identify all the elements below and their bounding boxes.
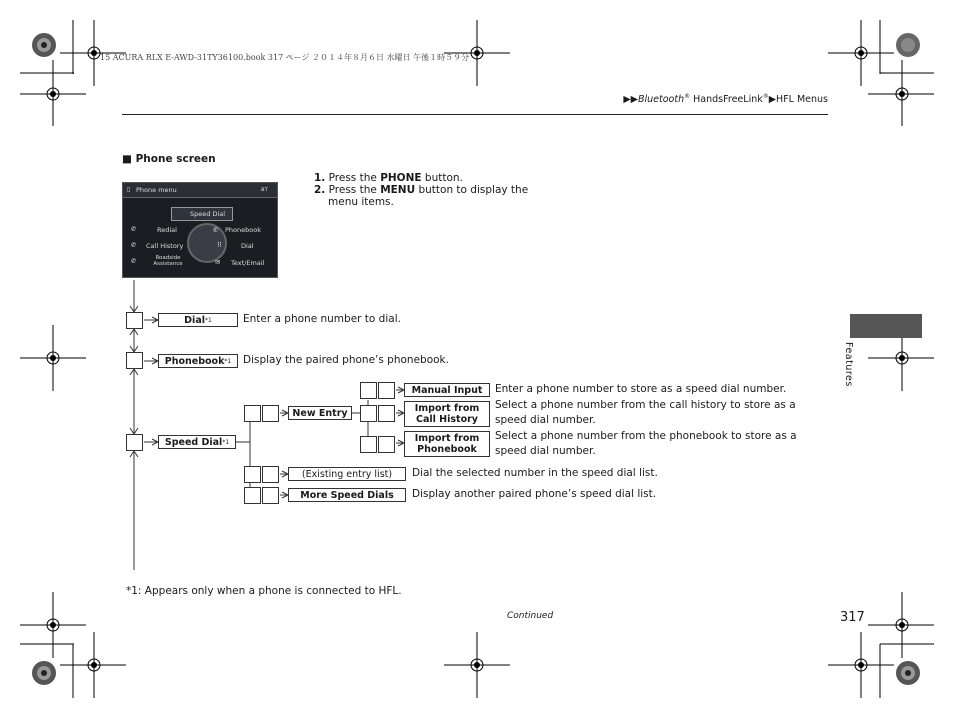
phone-button-icon	[360, 405, 377, 422]
screen-dial: Dial	[241, 242, 254, 250]
interface-dial-icon	[262, 466, 279, 483]
keypad-icon: ⠿	[217, 241, 222, 249]
continued-label: Continued	[507, 611, 554, 621]
screen-text-email: Text/Email	[231, 259, 265, 267]
breadcrumb-reg-2: ®	[762, 93, 769, 100]
breadcrumb-handsfreelink[interactable]: HandsFreeLink	[690, 94, 763, 106]
menu-phonebook: Phonebook *1	[158, 354, 238, 368]
menu-new-entry: New Entry	[288, 406, 352, 420]
phone-icon: ▯	[127, 186, 131, 193]
interface-dial-icon	[378, 382, 395, 399]
square-bullet-icon: ■	[122, 153, 136, 165]
phone-button-icon	[126, 434, 143, 451]
phone-button-icon	[126, 312, 143, 329]
screen-title: Phone menu	[136, 186, 177, 194]
breadcrumb-hfl-menus[interactable]: HFL Menus	[776, 94, 828, 106]
chapter-tab[interactable]	[850, 314, 922, 338]
section-title: ■ Phone screen	[122, 153, 216, 165]
menu-import-phonebook: Import from Phonebook	[404, 431, 490, 457]
menu-import-call-history: Import from Call History	[404, 401, 490, 427]
roadside-icon: ✆	[131, 257, 137, 265]
phone-button-icon	[244, 466, 261, 483]
desc-manual-input: Enter a phone number to store as a speed dial number.	[495, 383, 787, 395]
footnote: *1: Appears only when a phone is connected to HFL.	[126, 585, 402, 597]
page-number: 317	[840, 610, 865, 625]
menu-manual-input: Manual Input	[404, 383, 490, 397]
breadcrumb-reg: ®	[684, 93, 691, 100]
phone-button-icon	[244, 487, 261, 504]
screen-redial: Redial	[157, 226, 177, 234]
screen-call-history: Call History	[146, 242, 184, 250]
breadcrumb-bluetooth[interactable]: Bluetooth	[638, 94, 685, 106]
bluetooth-status-icon: ʙᴛ	[261, 186, 268, 193]
menu-dial: Dial *1	[158, 313, 238, 327]
screen-phonebook: Phonebook	[225, 226, 261, 234]
interface-dial-icon	[262, 487, 279, 504]
step-2: 2. Press the MENU button to display the	[314, 184, 529, 196]
desc-existing-entry-list: Dial the selected number in the speed dial list.	[412, 467, 658, 479]
desc-import-call-history: Select a phone number from the call history to store as a speed dial number.	[495, 399, 796, 426]
step-1: 1. Press the PHONE button.	[314, 172, 463, 184]
screen-speed-dial: Speed Dial	[190, 210, 226, 218]
redial-icon: ✆	[131, 225, 137, 233]
desc-import-phonebook: Select a phone number from the phonebook to store as a speed dial number.	[495, 430, 797, 457]
desc-dial: Enter a phone number to dial.	[243, 313, 401, 325]
phone-button-icon	[360, 436, 377, 453]
side-tab-label: Features	[843, 342, 854, 387]
print-header: 15 ACURA RLX E-AWD-31TY36100.book 317 ページ ２０１４年８月６日 水曜日 午後１時５９分	[100, 53, 470, 62]
call-history-icon: ✆	[131, 241, 137, 249]
interface-dial-icon	[378, 405, 395, 422]
desc-phonebook: Display the paired phone’s phonebook.	[243, 354, 449, 366]
interface-dial-icon	[378, 436, 395, 453]
menu-existing-entry-list: (Existing entry list)	[288, 467, 406, 481]
desc-more-speed-dials: Display another paired phone’s speed dial list.	[412, 488, 657, 500]
breadcrumb-arrow-icon: ▶▶	[623, 94, 638, 106]
mail-icon: ✉	[215, 258, 221, 266]
step-2-cont: menu items.	[328, 196, 394, 208]
phone-button-icon	[126, 352, 143, 369]
screen-roadside: Roadside Assistance	[153, 255, 183, 267]
phonebook-icon: ✆	[213, 226, 219, 234]
breadcrumb-arrow-icon-2: ▶	[768, 94, 777, 106]
phone-button-icon	[244, 405, 261, 422]
interface-dial-icon	[262, 405, 279, 422]
menu-more-speed-dials: More Speed Dials	[288, 488, 406, 502]
menu-speed-dial: Speed Dial *1	[158, 435, 236, 449]
phone-button-icon	[360, 382, 377, 399]
